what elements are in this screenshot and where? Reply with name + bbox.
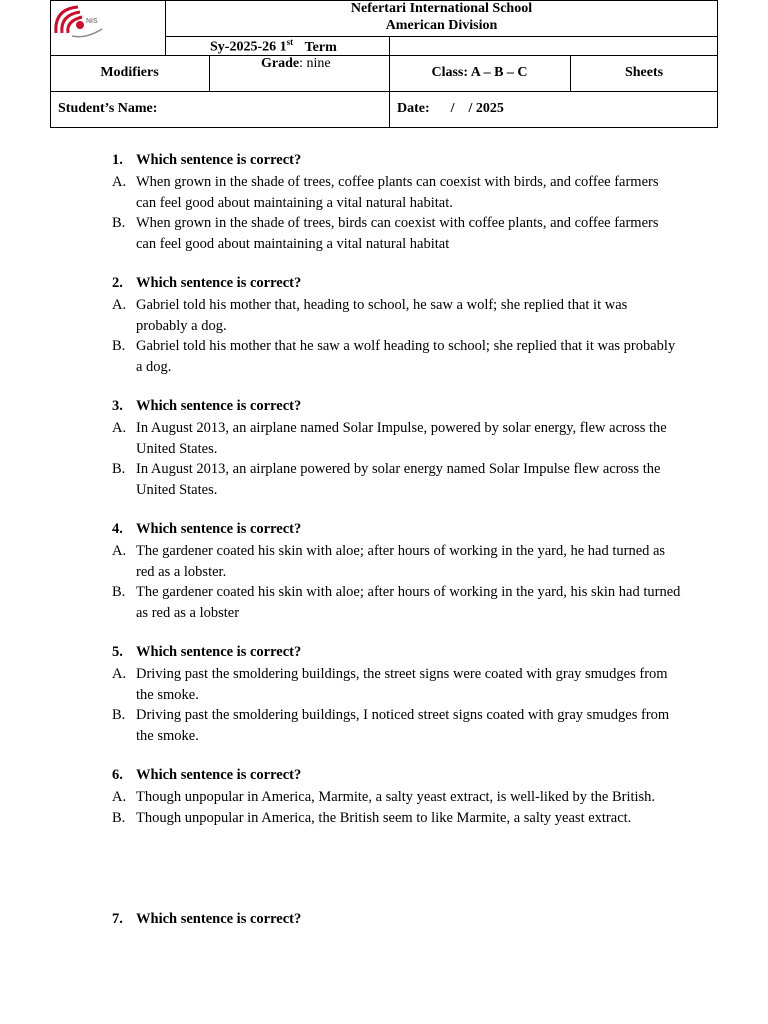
- option-letter: B.: [112, 215, 126, 231]
- question-prompt: [112, 398, 301, 415]
- sheets-label: Sheets: [624, 65, 664, 80]
- option-b: [112, 808, 712, 829]
- option-text: Driving past the smoldering buildings, the street signs were coated with gray smudges from the smoke.: [136, 666, 668, 703]
- question-text: Which sentence is correct?: [136, 521, 302, 537]
- option-b: [112, 705, 682, 746]
- question-number: 2.: [112, 275, 123, 291]
- grade: [261, 56, 331, 72]
- question-number: 6.: [112, 767, 123, 783]
- option-letter: A.: [112, 666, 127, 682]
- option-a: [112, 295, 682, 336]
- option-letter: A.: [112, 789, 127, 805]
- question-prompt: [112, 911, 301, 928]
- question-prompt: [112, 767, 301, 784]
- option-text: Gabriel told his mother that, heading to school, he saw a wolf; she replied that it was probably a dog.: [136, 297, 628, 334]
- option-a: [112, 541, 682, 582]
- question-text: Which sentence is correct?: [136, 767, 302, 783]
- question-number: 1.: [112, 152, 123, 168]
- term-label: Term: [304, 39, 337, 55]
- student-name-label: Student’s Name:: [58, 101, 158, 116]
- option-b: [112, 336, 682, 377]
- option-text: Though unpopular in America, the British seem to like Marmite, a salty yeast extract.: [136, 810, 632, 826]
- option-a: [112, 172, 682, 213]
- school-name: Nefertari International School: [350, 1, 533, 16]
- option-b: [112, 459, 682, 500]
- option-text: In August 2013, an airplane named Solar Impulse, powered by solar energy, flew across the United States.: [136, 420, 667, 457]
- table-border-bottom: [50, 127, 718, 128]
- option-letter: B.: [112, 707, 126, 723]
- sy-row-border: [50, 55, 718, 56]
- option-a: [112, 418, 682, 459]
- question-number: 4.: [112, 521, 123, 537]
- option-letter: B.: [112, 338, 126, 354]
- option-text: Though unpopular in America, Marmite, a salty yeast extract, is well-liked by the British.: [136, 789, 656, 805]
- option-a: [112, 664, 682, 705]
- option-b: [112, 582, 682, 623]
- option-letter: A.: [112, 543, 127, 559]
- division-name: American Division: [385, 18, 498, 33]
- question-prompt: [112, 152, 301, 169]
- option-text: The gardener coated his skin with aloe; after hours of working in the yard, his skin had turned as red as a lobster: [136, 584, 681, 621]
- school-year: Sy-2025-26 1: [210, 39, 287, 55]
- option-letter: B.: [112, 461, 126, 477]
- modifiers-label: Modifiers: [100, 65, 159, 80]
- school-logo: [52, 3, 112, 39]
- question-number: 5.: [112, 644, 123, 660]
- option-letter: A.: [112, 420, 127, 436]
- option-letter: B.: [112, 584, 126, 600]
- modifiers-divider: [209, 55, 210, 91]
- question-number: 7.: [112, 911, 123, 927]
- option-a: [112, 787, 712, 808]
- option-text: Driving past the smoldering buildings, I noticed street signs coated with gray smudges from the smoke.: [136, 707, 670, 744]
- sy-row-divider: [389, 36, 390, 55]
- modifiers-row-border: [50, 91, 718, 92]
- logo-icon: [52, 3, 112, 39]
- class-label: Class: A – B – C: [431, 65, 528, 80]
- question-prompt: [112, 521, 301, 538]
- school-year-term: [210, 37, 337, 56]
- term-suffix: st: [286, 37, 294, 47]
- table-border-left: [50, 0, 51, 128]
- question-text: Which sentence is correct?: [136, 275, 302, 291]
- question-number: 3.: [112, 398, 123, 414]
- option-letter: B.: [112, 810, 126, 826]
- option-letter: A.: [112, 174, 127, 190]
- header-table: [50, 0, 718, 128]
- question-text: Which sentence is correct?: [136, 644, 302, 660]
- date-label: Date: / / 2025: [397, 101, 504, 116]
- option-text: When grown in the shade of trees, birds can coexist with coffee plants, and coffee farmers can feel good about maintaining a vital natural habitat: [136, 215, 659, 252]
- option-text: In August 2013, an airplane powered by solar energy named Solar Impulse flew across the United States.: [136, 461, 661, 498]
- grade-label: Grade: [261, 56, 300, 71]
- question-text: Which sentence is correct?: [136, 911, 302, 927]
- question-text: Which sentence is correct?: [136, 398, 302, 414]
- question-prompt: [112, 275, 301, 292]
- option-text: The gardener coated his skin with aloe; after hours of working in the yard, he had turned as red as a lobster.: [136, 543, 666, 580]
- option-b: [112, 213, 682, 254]
- logo-text: NIS: [86, 18, 98, 25]
- question-text: Which sentence is correct?: [136, 152, 302, 168]
- question-prompt: [112, 644, 301, 661]
- option-text: Gabriel told his mother that he saw a wolf heading to school; she replied that it was probably a dog.: [136, 338, 676, 375]
- option-letter: A.: [112, 297, 127, 313]
- grade-value: : nine: [299, 56, 331, 71]
- option-text: When grown in the shade of trees, coffee plants can coexist with birds, and coffee farmers can feel good about maintaining a vital natural habitat.: [136, 174, 659, 211]
